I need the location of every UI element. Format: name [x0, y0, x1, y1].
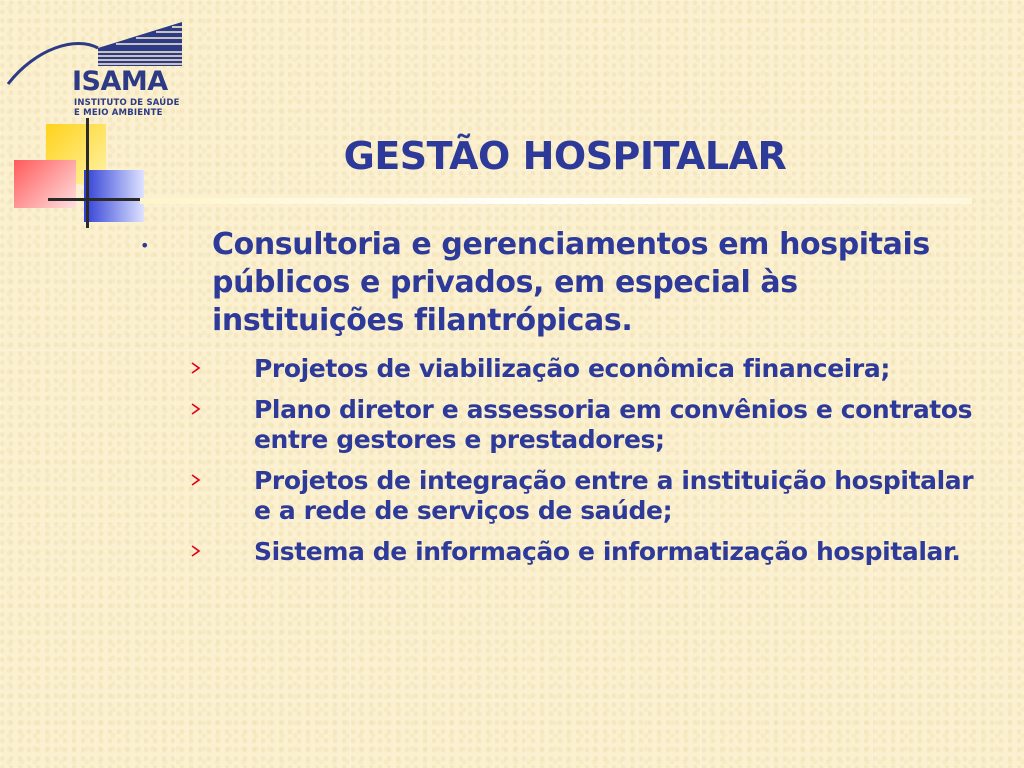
bullet-dot-icon: •: [140, 236, 150, 255]
sub-item-text: Projetos de integração entre a instituição hospitalar e a rede de serviços de saúde;: [254, 466, 974, 525]
arrow-bullet-icon: [190, 362, 202, 374]
sub-item-text: Projetos de viabilização econômica financeira;: [254, 354, 890, 383]
sub-bullet-list: [190, 354, 990, 578]
logo-subtitle-line1: INSTITUTO DE SAÚDE: [74, 98, 180, 108]
list-item: [190, 466, 990, 526]
isama-logo: [6, 18, 188, 122]
list-item: [190, 537, 990, 567]
blue-square: [84, 170, 144, 222]
arrow-bullet-icon: [190, 545, 202, 557]
arrow-bullet-icon: [190, 474, 202, 486]
horizontal-divider: [48, 198, 144, 201]
title-underline: [140, 198, 972, 204]
sub-item-text: Plano diretor e assessoria em convênios e contratos entre gestores e prestadores;: [254, 395, 973, 454]
arrow-bullet-icon: [190, 403, 202, 415]
slide-title: GESTÃO HOSPITALAR: [343, 134, 787, 178]
list-item: [190, 395, 990, 455]
sub-item-text: Sistema de informação e informatização hospitalar.: [254, 537, 961, 566]
logo-subtitle-line2: E MEIO AMBIENTE: [74, 108, 163, 118]
logo-name: ISAMA: [72, 66, 168, 97]
list-item: [190, 354, 990, 384]
vertical-divider: [86, 118, 89, 228]
main-bullet-text: Consultoria e gerenciamentos em hospitais públicos e privados, em especial às instituições filantrópicas.: [212, 227, 930, 338]
logo-subtitle: [74, 98, 194, 118]
